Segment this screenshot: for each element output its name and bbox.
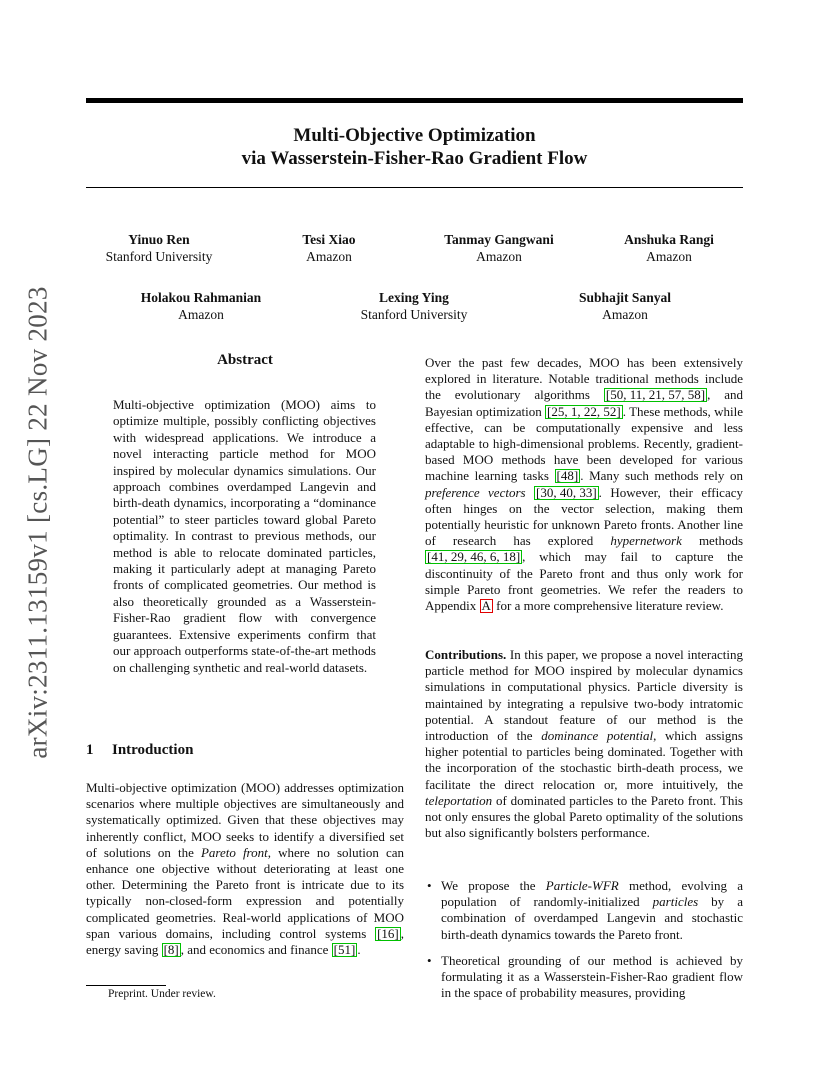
citation-link[interactable]: [48]: [556, 468, 579, 484]
citation-link[interactable]: [25, 1, 22, 52]: [547, 403, 621, 419]
appendix-link[interactable]: A: [481, 598, 491, 614]
abstract-heading: Abstract: [217, 352, 273, 368]
citation-link[interactable]: [51]: [333, 942, 356, 958]
author-name: Yinuo Ren: [128, 232, 190, 247]
paper-title: [86, 124, 743, 170]
author-6: [329, 289, 499, 323]
author-affiliation: Amazon: [646, 249, 692, 264]
author-name: Lexing Ying: [379, 290, 449, 305]
introduction-paragraph: Multi-objective optimization (MOO) addresses optimization scenarios where multiple objectives are simultaneously and systematically optimized. Given that these objectives may inherently conflict, MOO seeks to identify a diversified set of solutions on the Pareto front, where no solution can enhance one objective without deteriorating at least one other. Determining the Pareto front is intricate due to its typically non-closed-form expression and potentially complicated geometries. Real-world applications of MOO span various domains, including control systems [16] , energy saving [8] , and economics and finance [51] .: [86, 780, 404, 958]
citation-link[interactable]: [50, 11, 21, 57, 58]: [605, 387, 706, 403]
author-name: Subhajit Sanyal: [579, 290, 671, 305]
arxiv-identifier: arXiv:2311.13159v1 [cs.LG] 22 Nov 2023: [22, 285, 53, 759]
emphasis-pareto-front: Pareto front: [200, 844, 268, 860]
author-3: [414, 231, 584, 265]
abstract-text: Multi-objective optimization (MOO) aims to optimize multiple, possibly conflicting objectives with widespread applications. We introduce a novel interacting particle method for MOO inspired by molecular dynamics simulations. Our approach combines overdamped Langevin and birth-death dynamics, incorporating a “dominance potential” to steer particles toward global Pareto optimality. In contrast to previous methods, our method is able to relocate dominated particles, making it particularly adept at managing Pareto fronts of complicated geometries. Our method is also theoretically grounded as a Wasserstein-Fisher-Rao gradient flow with convergence guarantees. Extensive experiments confirm that our approach outperforms state-of-the-art methods on challenging synthetic and real-world datasets.: [113, 397, 376, 675]
author-affiliation: Amazon: [602, 307, 648, 322]
citation-link[interactable]: [41, 29, 46, 6, 18]: [427, 549, 521, 565]
title-top-rule: [86, 98, 743, 103]
author-4: [584, 231, 754, 265]
author-affiliation: Amazon: [178, 307, 224, 322]
footnote-rule: [86, 985, 166, 986]
author-5: [116, 289, 286, 323]
citation-link[interactable]: [16]: [377, 925, 399, 941]
author-2: [244, 231, 414, 265]
author-affiliation: Amazon: [476, 249, 522, 264]
author-affiliation: Stanford University: [105, 249, 213, 264]
citation-link[interactable]: [30, 40, 33]: [536, 484, 597, 500]
author-name: Tanmay Gangwani: [444, 232, 554, 247]
author-name: Anshuka Rangi: [624, 232, 714, 247]
author-affiliation: Amazon: [306, 249, 352, 264]
section-title: Introduction: [112, 742, 194, 758]
section-number: 1: [86, 742, 94, 758]
section-heading-introduction: [86, 742, 404, 759]
author-affiliation: Stanford University: [360, 307, 468, 322]
list-item: • Theoretical grounding of our method is achieved by formulating it as a Wasserstein-Fisher-Rao gradient flow in the space of probability measures, providing: [425, 953, 743, 1002]
title-line-2: via Wasserstein-Fisher-Rao Gradient Flow: [241, 148, 588, 169]
contributions-list: [425, 878, 743, 1011]
author-name: Holakou Rahmanian: [140, 290, 262, 305]
title-bottom-rule: [86, 187, 743, 188]
author-name: Tesi Xiao: [302, 232, 356, 247]
contributions-label: Contributions.: [425, 647, 507, 662]
author-1: [74, 231, 244, 265]
title-line-1: Multi-Objective Optimization: [293, 125, 536, 146]
footnote: Preprint. Under review.: [108, 988, 216, 1000]
list-item: • We propose the Particle-WFR method, evolving a population of randomly-initialized particles by a combination of overdamped Langevin and stochastic birth-death dynamics towards the Pareto front.: [425, 878, 743, 943]
author-7: [540, 289, 710, 323]
contributions-paragraph: Contributions. In this paper, we propose a novel interacting particle method for MOO inspired by molecular dynamics simulations in computational physics. Particle diversity is maintained by integrating a repulsive two-body intratomic potential. A standout feature of our method is the introduction of the dominance potential, which assigns higher potential to particles being dominated. Together with the incorporation of the stochastic birth-death process, we facilitate the direct relocation or, more intuitively, the teleportation of dominated particles to the Pareto front. This not only ensures the global Pareto optimality of the solutions but also significantly bolsters performance.: [425, 647, 743, 841]
related-work-paragraph: Over the past few decades, MOO has been extensively explored in literature. Notable traditional methods include the evolutionary algorithms [50, 11, 21, 57, 58] , and Bayesian optimization [25, 1, 22, 52] . These methods, while effective, can be computationally expensive and less adaptable to high-dimensional problems. Recently, gradient-based MOO methods have been developed for various machine learning tasks [48] . Many such methods rely on preference vectors [30, 40, 33] . However, their efficacy often hinges on the vector selection, making them potentially heuristic for unknown Pareto fronts. Another line of research has explored hypernetwork methods [41, 29, 46, 6, 18] , which may fail to capture the discontinuity of the Pareto front and thus only work for simple Pareto front geometries. We refer the readers to Appendix A for a more comprehensive literature review.: [425, 355, 743, 614]
citation-link[interactable]: [8]: [163, 942, 179, 958]
